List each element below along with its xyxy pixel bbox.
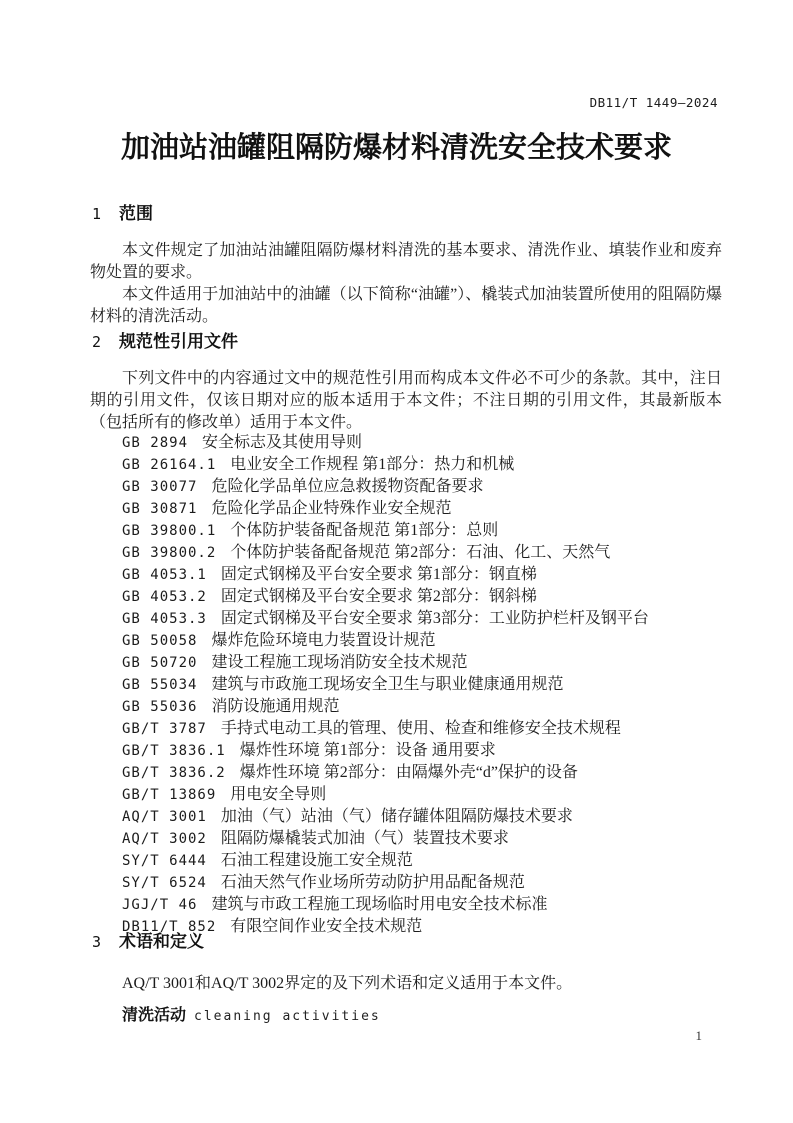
reference-code: GB 30077 [122, 479, 198, 495]
reference-title: 加油（气）站油（气）储存罐体阻隔防爆技术要求 [220, 808, 573, 825]
section-3-number: 3 [92, 933, 102, 951]
section-2-heading [92, 330, 722, 354]
reference-code: GB 39800.1 [122, 523, 217, 539]
section-3-title: 术语和定义 [119, 932, 205, 951]
reference-code: AQ/T 3002 [122, 831, 207, 847]
reference-code: GB/T 13869 [122, 787, 217, 803]
section-2-body [90, 368, 722, 434]
reference-code: SY/T 6524 [122, 875, 207, 891]
reference-title: 危险化学品企业特殊作业安全规范 [211, 500, 452, 517]
reference-code: DB11/T 852 [122, 919, 217, 935]
reference-item [122, 476, 722, 498]
reference-item [122, 872, 722, 894]
reference-item [122, 564, 722, 586]
reference-title: 用电安全导则 [230, 786, 327, 803]
reference-title: 石油工程建设施工安全规范 [220, 852, 413, 869]
reference-item [122, 498, 722, 520]
reference-title: 爆炸性环境 第2部分：由隔爆外壳“d”保护的设备 [239, 764, 578, 781]
reference-code: GB 2894 [122, 435, 189, 451]
reference-item [122, 740, 722, 762]
reference-title: 个体防护装备配备规范 第2部分：石油、化工、天然气 [230, 544, 611, 561]
reference-code: GB 55034 [122, 677, 198, 693]
reference-title: 固定式钢梯及平台安全要求 第2部分：钢斜梯 [220, 588, 537, 605]
reference-title: 手持式电动工具的管理、使用、检查和维修安全技术规程 [220, 720, 621, 737]
reference-code: GB 50058 [122, 633, 198, 649]
reference-code: JGJ/T 46 [122, 897, 198, 913]
page-number: 1 [695, 1028, 702, 1043]
reference-code: AQ/T 3001 [122, 809, 207, 825]
reference-title: 消防设施通用规范 [211, 698, 340, 715]
reference-title: 固定式钢梯及平台安全要求 第1部分：钢直梯 [220, 566, 537, 583]
reference-item [122, 718, 722, 740]
references-intro-paragraph: 下列文件中的内容通过文中的规范性引用而构成本文件必不可少的条款。其中，注日期的引用文件，仅该日期对应的版本适用于本文件；不注日期的引用文件，其最新版本（包括所有的修改单）适用于本文件。 [90, 370, 722, 431]
reference-code: GB 4053.1 [122, 567, 207, 583]
reference-code: GB/T 3836.2 [122, 765, 226, 781]
reference-item [122, 520, 722, 542]
reference-code: GB 39800.2 [122, 545, 217, 561]
reference-item [122, 784, 722, 806]
scope-paragraph-2: 本文件适用于加油站中的油罐（以下简称“油罐”）、橇装式加油装置所使用的阻隔防爆材料的清洗活动。 [90, 286, 722, 325]
reference-code: GB 55036 [122, 699, 198, 715]
reference-title: 危险化学品单位应急救援物资配备要求 [211, 478, 484, 495]
references-list [122, 432, 722, 938]
term-definition [122, 1005, 722, 1028]
reference-code: GB 26164.1 [122, 457, 217, 473]
reference-title: 有限空间作业安全技术规范 [230, 918, 423, 935]
section-1-title: 范围 [119, 204, 154, 223]
reference-item [122, 696, 722, 718]
term-name-zh: 清洗活动 [122, 1007, 187, 1024]
reference-item [122, 542, 722, 564]
section-3-heading [92, 930, 722, 954]
section-2-title: 规范性引用文件 [119, 332, 239, 351]
reference-item [122, 608, 722, 630]
reference-code: SY/T 6444 [122, 853, 207, 869]
reference-item [122, 828, 722, 850]
reference-code: GB 4053.2 [122, 589, 207, 605]
reference-item [122, 894, 722, 916]
reference-title: 安全标志及其使用导则 [202, 434, 363, 451]
reference-title: 爆炸性环境 第1部分：设备 通用要求 [239, 742, 496, 759]
reference-title: 爆炸危险环境电力装置设计规范 [211, 632, 436, 649]
reference-code: GB 50720 [122, 655, 198, 671]
reference-title: 固定式钢梯及平台安全要求 第3部分：工业防护栏杆及钢平台 [220, 610, 649, 627]
document-title: 加油站油罐阻隔防爆材料清洗安全技术要求 [120, 132, 672, 164]
reference-title: 建筑与市政工程施工现场临时用电安全技术标准 [211, 896, 548, 913]
reference-item [122, 850, 722, 872]
section-1-number: 1 [92, 205, 102, 223]
scope-paragraph-1: 本文件规定了加油站油罐阻隔防爆材料清洗的基本要求、清洗作业、填装作业和废弃物处置的要求。 [90, 242, 722, 281]
reference-title: 阻隔防爆橇装式加油（气）装置技术要求 [220, 830, 509, 847]
reference-item [122, 586, 722, 608]
reference-title: 建筑与市政施工现场安全卫生与职业健康通用规范 [211, 676, 564, 693]
reference-title: 个体防护装备配备规范 第1部分：总则 [230, 522, 499, 539]
reference-item [122, 762, 722, 784]
reference-code: GB 4053.3 [122, 611, 207, 627]
term-name-en: cleaning activities [194, 1009, 381, 1024]
reference-code: GB/T 3787 [122, 721, 207, 737]
reference-code: GB 30871 [122, 501, 198, 517]
reference-item [122, 806, 722, 828]
reference-title: 石油天然气作业场所劳动防护用品配备规范 [220, 874, 525, 891]
reference-title: 电业安全工作规程 第1部分：热力和机械 [230, 456, 515, 473]
reference-item [122, 674, 722, 696]
reference-item [122, 432, 722, 454]
section-3-body [90, 973, 722, 995]
reference-title: 建设工程施工现场消防安全技术规范 [211, 654, 468, 671]
section-1-body [90, 240, 722, 328]
standard-code-header: DB11/T 1449—2024 [589, 95, 718, 110]
section-2-number: 2 [92, 333, 102, 351]
reference-item [122, 630, 722, 652]
terms-intro-paragraph: AQ/T 3001和AQ/T 3002界定的及下列术语和定义适用于本文件。 [122, 975, 573, 992]
reference-item [122, 454, 722, 476]
reference-code: GB/T 3836.1 [122, 743, 226, 759]
section-1-heading [92, 202, 722, 226]
reference-item [122, 652, 722, 674]
